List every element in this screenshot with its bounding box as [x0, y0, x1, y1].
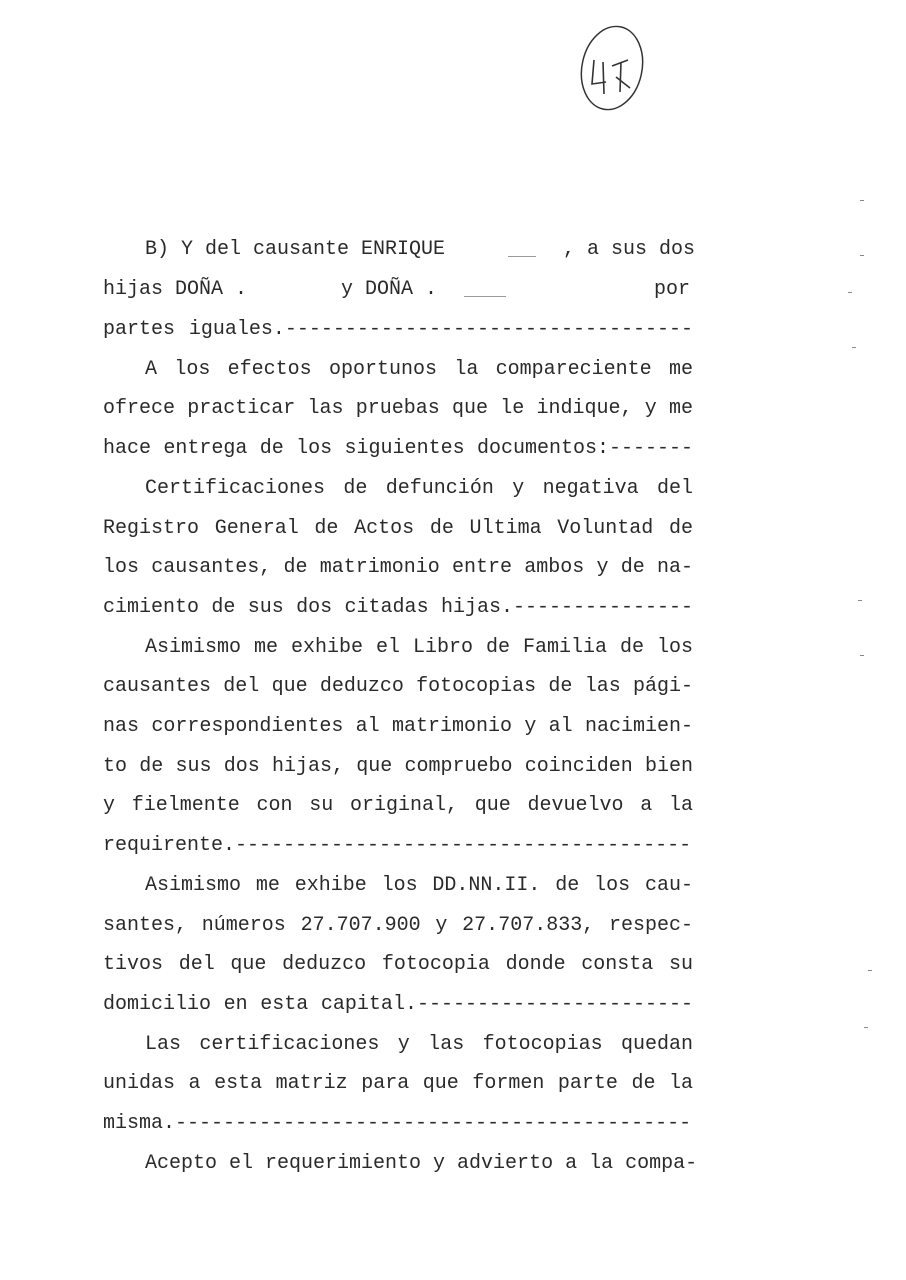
redaction-mark	[464, 296, 506, 297]
text-line: hace entrega de los siguientes documentos:-------	[103, 437, 693, 461]
text-line: santes, números 27.707.900 y 27.707.833, respec-	[103, 913, 693, 937]
text-line: hijas DOÑA .	[103, 278, 248, 301]
text-line: B) Y del causante ENRIQUE	[145, 238, 446, 261]
text-line: tivos del que deduzco fotocopia donde consta su	[103, 953, 693, 977]
handwritten-page-number-seal	[576, 22, 648, 114]
text-line: los causantes, de matrimonio entre ambos y de na-	[103, 556, 693, 580]
text-line: Las certificaciones y las fotocopias quedan	[145, 1032, 693, 1056]
text-line: misma.-------------------------------------------	[103, 1112, 692, 1135]
scan-mark	[868, 970, 872, 971]
text-line: , a sus dos	[563, 238, 696, 261]
scan-mark	[860, 655, 864, 656]
scan-mark	[860, 200, 864, 201]
text-line: y DOÑA .	[341, 278, 438, 301]
text-line: causantes del que deduzco fotocopias de las pági-	[103, 675, 693, 699]
scan-mark	[858, 600, 862, 601]
scan-mark	[852, 347, 856, 348]
text-line: partes iguales.----------------------------------	[103, 318, 693, 341]
text-line: ofrece practicar las pruebas que le indique, y me	[103, 397, 693, 421]
text-line: requirente.--------------------------------------	[103, 834, 692, 858]
scan-mark	[848, 292, 852, 293]
text-line: domicilio en esta capital.-----------------------	[103, 992, 693, 1016]
text-line: Certificaciones de defunción y negativa del	[145, 476, 693, 500]
text-line: Registro General de Actos de Ultima Voluntad de	[103, 516, 693, 540]
scan-mark	[860, 255, 864, 256]
redaction-mark	[508, 256, 536, 257]
text-line: to de sus dos hijas, que compruebo coinciden bien	[103, 754, 693, 778]
text-line: cimiento de sus dos citadas hijas.---------------	[103, 595, 693, 619]
scan-mark	[864, 1027, 868, 1028]
text-line: nas correspondientes al matrimonio y al nacimien-	[103, 715, 693, 738]
text-line: Asimismo me exhibe el Libro de Familia de los	[145, 635, 693, 659]
text-line: Asimismo me exhibe los DD.NN.II. de los cau-	[145, 873, 693, 897]
text-line: y fielmente con su original, que devuelvo a la	[103, 794, 693, 818]
text-line: por	[654, 278, 691, 301]
text-line: A los efectos oportunos la compareciente me	[145, 357, 693, 381]
text-line: Acepto el requerimiento y advierto a la compa-	[145, 1151, 698, 1175]
text-line: unidas a esta matriz para que formen parte de la	[103, 1072, 693, 1096]
